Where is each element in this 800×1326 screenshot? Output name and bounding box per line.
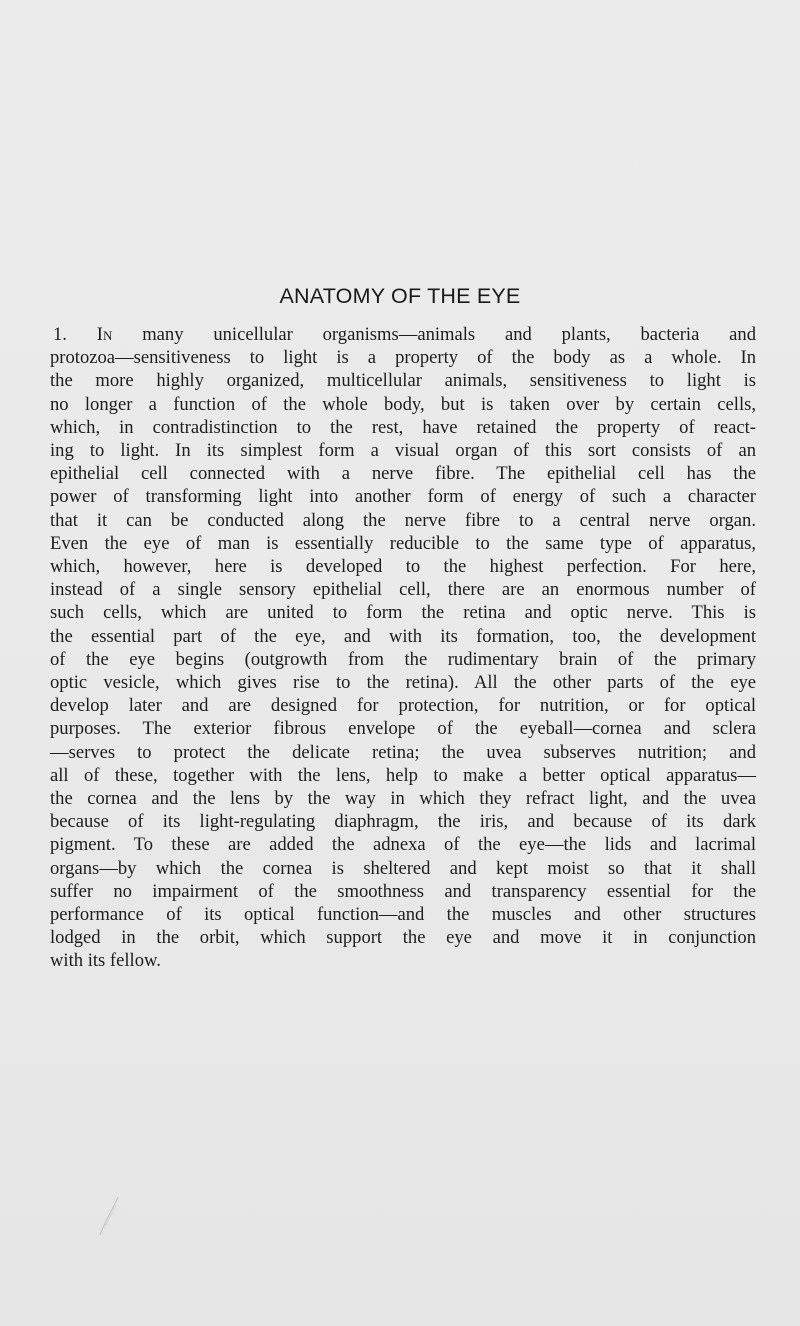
text-line: suffer no impairment of the smoothness and transparency essential for the (50, 880, 756, 902)
text-line: such cells, which are united to form the retina and optic nerve. This is (50, 602, 756, 624)
text-line: —serves to protect the delicate retina; the uvea subserves nutrition; and (50, 741, 756, 763)
text-line: pigment. To these are added the adnexa of the eye—the lids and lacrimal (50, 834, 756, 856)
text-line (50, 323, 756, 346)
text-line: no longer a function of the whole body, but is taken over by certain cells, (50, 393, 756, 415)
text-line: that it can be conducted along the nerve fibre to a central nerve organ. (50, 509, 756, 531)
text-line: instead of a single sensory epithelial cell, there are an enormous number of (50, 579, 756, 601)
line-text: many unicellular organisms—animals and plants, bacteria and (112, 324, 757, 345)
text-line: because of its light-regulating diaphragm, the iris, and because of its dark (50, 811, 756, 833)
text-line: performance of its optical function—and the muscles and other structures (50, 904, 756, 926)
text-line: epithelial cell connected with a nerve fibre. The epithelial cell has the (50, 463, 756, 485)
text-line: the essential part of the eye, and with its formation, too, the development (50, 625, 756, 647)
text-line: of the eye begins (outgrowth from the rudimentary brain of the primary (50, 648, 756, 670)
page-title: ANATOMY OF THE EYE (279, 284, 521, 308)
first-word: In (96, 324, 113, 345)
text-line: with its fellow. (50, 950, 161, 972)
text-line: lodged in the orbit, which support the eye and move it in conjunction (50, 927, 756, 949)
text-line: all of these, together with the lens, help to make a better optical apparatus— (50, 764, 756, 786)
text-line: purposes. The exterior fibrous envelope of the eyeball—cornea and sclera (50, 718, 756, 740)
paper-blemish (92, 1195, 124, 1243)
text-line: organs—by which the cornea is sheltered and kept moist so that it shall (50, 857, 756, 879)
text-line: protozoa—sensitiveness to light is a property of the body as a whole. In (50, 347, 756, 369)
text-line: the cornea and the lens by the way in which they refract light, and the uvea (50, 788, 756, 810)
text-line: develop later and are designed for protection, for nutrition, or for optical (50, 695, 756, 717)
text-line: which, however, here is developed to the highest perfection. For here, (50, 556, 756, 578)
text-line: power of transforming light into another form of energy of such a character (50, 486, 756, 508)
text-line: Even the eye of man is essentially reducible to the same type of apparatus, (50, 532, 756, 554)
text-line: which, in contradistinction to the rest, have retained the property of react- (50, 416, 756, 438)
section-number: 1. (53, 324, 67, 345)
text-line: ing to light. In its simplest form a visual organ of this sort consists of an (50, 440, 756, 462)
text-line: the more highly organized, multicellular animals, sensitiveness to light is (50, 370, 756, 392)
text-line: optic vesicle, which gives rise to the retina). All the other parts of the eye (50, 672, 756, 694)
paragraph-1 (50, 323, 756, 973)
